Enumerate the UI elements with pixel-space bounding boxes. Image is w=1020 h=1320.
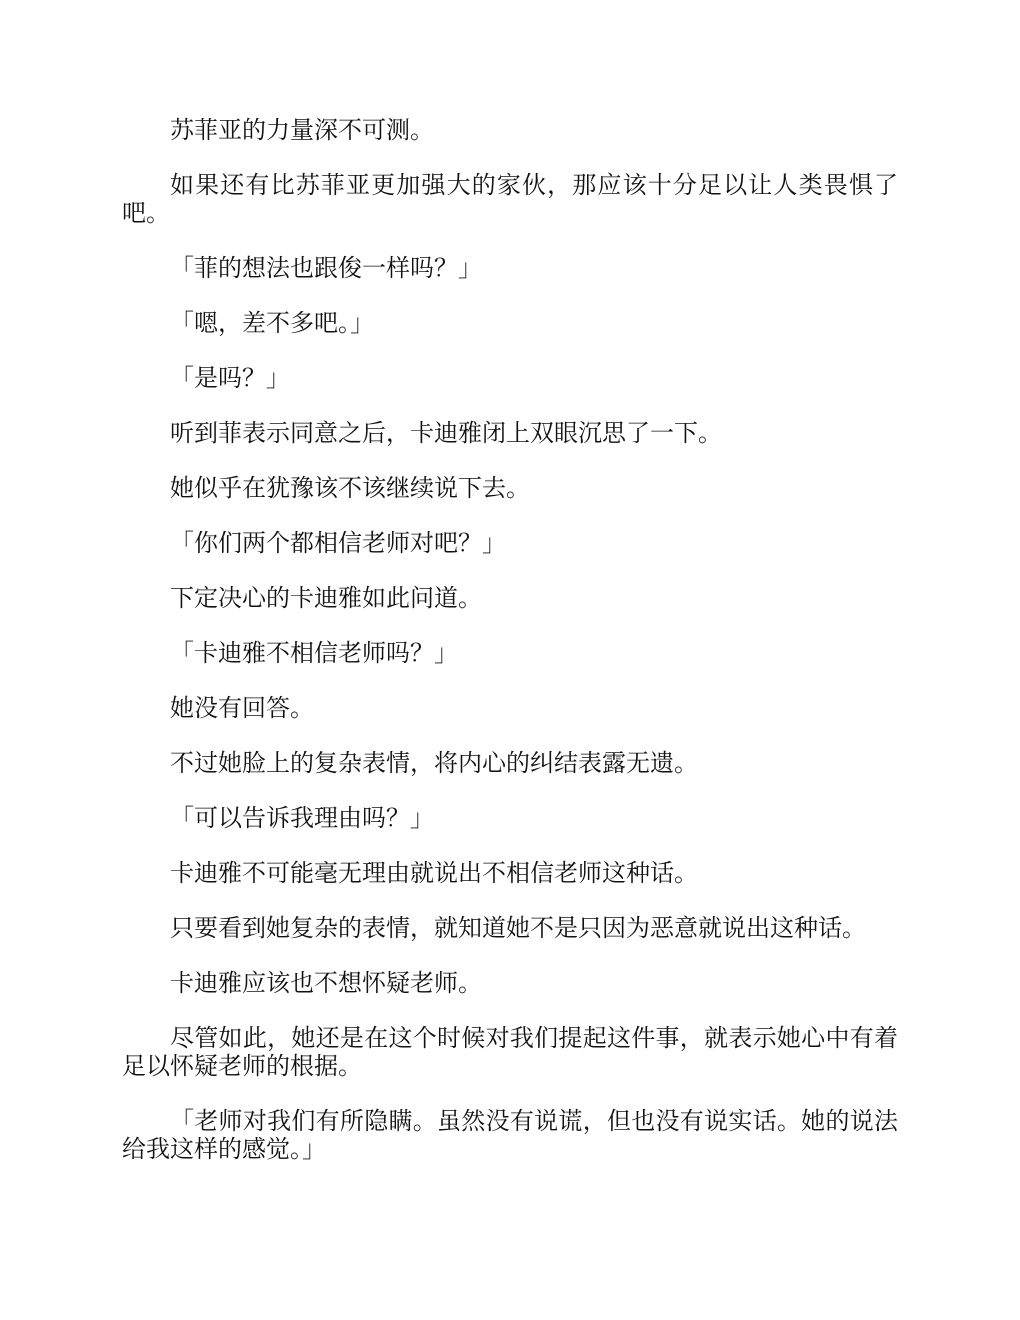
paragraph: 卡迪雅应该也不想怀疑老师。: [170, 969, 482, 997]
paragraph: 「老师对我们有所隐瞒。虽然没有说谎，但也没有说实话。她的说法给我这样的感觉。」: [122, 1107, 898, 1163]
paragraph: 下定决心的卡迪雅如此问道。: [170, 584, 482, 612]
paragraph: 「是吗？」: [170, 364, 290, 392]
paragraph: 卡迪雅不可能毫无理由就说出不相信老师这种话。: [170, 859, 698, 887]
paragraph: 如果还有比苏菲亚更加强大的家伙，那应该十分足以让人类畏惧了吧。: [122, 171, 898, 227]
paragraph: 苏菲亚的力量深不可测。: [170, 116, 434, 144]
paragraph: 她没有回答。: [170, 694, 314, 722]
paragraph: 听到菲表示同意之后，卡迪雅闭上双眼沉思了一下。: [170, 419, 722, 447]
paragraph: 尽管如此，她还是在这个时候对我们提起这件事，就表示她心中有着足以怀疑老师的根据。: [122, 1024, 898, 1080]
paragraph: 不过她脸上的复杂表情，将内心的纠结表露无遗。: [170, 749, 698, 777]
paragraph: 「卡迪雅不相信老师吗？」: [170, 639, 458, 667]
paragraph: 她似乎在犹豫该不该继续说下去。: [170, 474, 530, 502]
paragraph: 「嗯，差不多吧。」: [170, 309, 374, 337]
paragraph: 「菲的想法也跟俊一样吗？」: [170, 254, 482, 282]
paragraph: 「可以告诉我理由吗？」: [170, 804, 434, 832]
body-text: [122, 116, 898, 1190]
paragraph: 只要看到她复杂的表情，就知道她不是只因为恶意就说出这种话。: [170, 914, 866, 942]
paragraph: 「你们两个都相信老师对吧？」: [170, 529, 506, 557]
